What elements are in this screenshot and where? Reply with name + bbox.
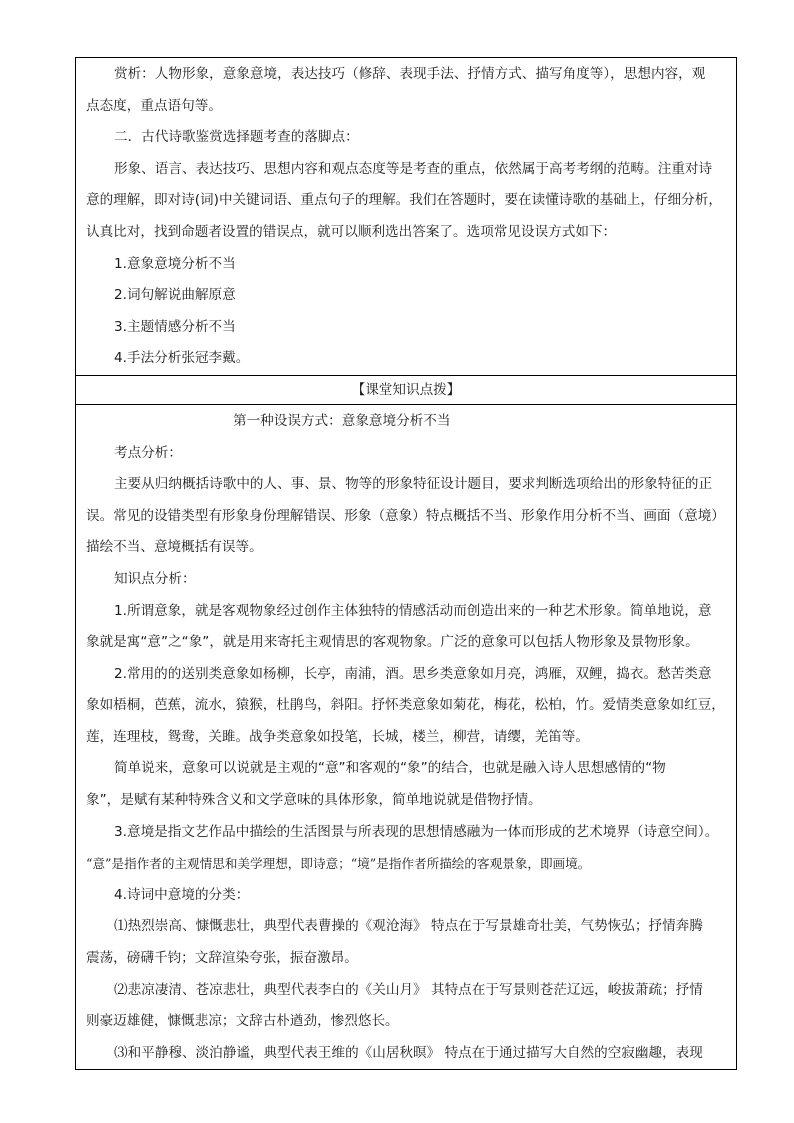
list-item: 2.词句解说曲解原意 [114, 287, 236, 304]
intro-section-cell [76, 58, 737, 376]
paragraph-line: 2.常用的的送别类意象如杨柳，长亭，南浦，酒。思乡类意象如月亮，鸿雁，双鲤，捣衣。愁苦类意 [114, 665, 712, 682]
paragraph-line: 认真比对，找到命题者设置的错误点，就可以顺利选出答案了。选项常见设误方式如下： [86, 223, 617, 240]
section-banner: 【课堂知识点拨】 [351, 381, 461, 398]
subsection-heading: 4.诗词中意境的分类： [114, 886, 250, 903]
paragraph-line: ⑴热烈崇高、慷慨悲壮，典型代表曹操的《观沧海》 特点在于写景雄奇壮美，气势恢弘；抒情奔腾 [114, 918, 703, 935]
paragraph-line: 震荡，磅礴千钧；文辞渲染夸张，振奋激昂。 [86, 950, 358, 967]
paragraph-line: ⑵悲凉凄清、苍凉悲壮，典型代表李白的《关山月》 其特点在于写景则苍茫辽远，峻拔萧疏；抒情 [114, 981, 703, 998]
paragraph-line: 简单说来，意象可以说就是主观的“意”和客观的“象”的结合，也就是融入诗人思想感情的“物 [114, 760, 666, 777]
paragraph-line: ⑶和平静穆、淡泊静谧，典型代表王维的《山居秋暝》 特点在于通过描写大自然的空寂幽趣，表现 [114, 1044, 703, 1061]
paragraph-line: 1.所谓意象，就是客观物象经过创作主体独特的情感活动而创造出来的一种艺术形象。简单地说，意 [114, 602, 712, 619]
paragraph-line: 象就是寓“意”之“象”，就是用来寄托主观情思的客观物象。广泛的意象可以包括人物形象及景物形象。 [86, 634, 699, 651]
content-section-cell [76, 404, 737, 1069]
paragraph-line: 形象、语言、表达技巧、思想内容和观点态度等是考查的重点，依然属于高考考纲的范畴。注重对诗 [114, 160, 713, 177]
paragraph-line: 莲，连理枝，鸳鸯，关雎。战争类意象如投笔，长城，楼兰，柳营，请缨，羌笛等。 [86, 728, 589, 745]
paragraph-line: 象如梧桐，芭蕉，流水，猿猴，杜鹃鸟，斜阳。抒怀类意象如菊花，梅花，松柏，竹。爱情类意象如红豆， [86, 697, 725, 714]
list-item: 4.手法分析张冠李戴。 [114, 350, 250, 367]
section-heading: 二．古代诗歌鉴赏选择题考查的落脚点： [114, 129, 359, 146]
paragraph-line: “意”是指作者的主观情思和美学理想，即诗意；“境”是指作者所描绘的客观景象，即画境。 [86, 856, 591, 872]
content-section [76, 405, 736, 1069]
paragraph-line: 意的理解，即对诗(词)中关键词语、重点句子的理解。我们在答题时，要在读懂诗歌的基础上，仔细分析， [86, 192, 722, 209]
paragraph-line: 误。常见的设错类型有形象身份理解错误、形象（意象）特点概括不当、形象作用分析不当、画面（意境） [86, 507, 725, 524]
subsection-title: 第一种设误方式：意象意境分析不当 [233, 412, 451, 429]
list-item: 3.主题情感分析不当 [114, 318, 236, 335]
paragraph-line: 描绘不当、意境概括有误等。 [86, 539, 263, 556]
subsection-heading: 考点分析： [114, 444, 182, 461]
header-row-cell [76, 375, 737, 404]
paragraph-line: 3.意境是指文艺作品中描绘的生活图景与所表现的思想情感融为一体而形成的艺术境界（诗意空间）。 [114, 823, 719, 840]
paragraph-line: 象”，是赋有某种特殊含义和文学意味的具体形象，简单地说就是借物抒情。 [86, 792, 542, 809]
list-item: 1.意象意境分析不当 [114, 255, 236, 272]
intro-section [76, 58, 736, 375]
paragraph-line: 点态度，重点语句等。 [86, 97, 222, 114]
paragraph-line: 则豪迈雄健，慷慨悲凉；文辞古朴遒劲，惨烈悠长。 [86, 1013, 399, 1030]
paragraph-line: 主要从归纳概括诗歌中的人、事、景、物等的形象特征设计题目，要求判断选项给出的形象特征的正 [114, 476, 713, 493]
document-table [75, 57, 737, 1070]
paragraph-line: 赏析：人物形象，意象意境，表达技巧（修辞、表现手法、抒情方式、描写角度等），思想内容，观 [114, 66, 706, 82]
subsection-heading: 知识点分析： [114, 570, 196, 587]
